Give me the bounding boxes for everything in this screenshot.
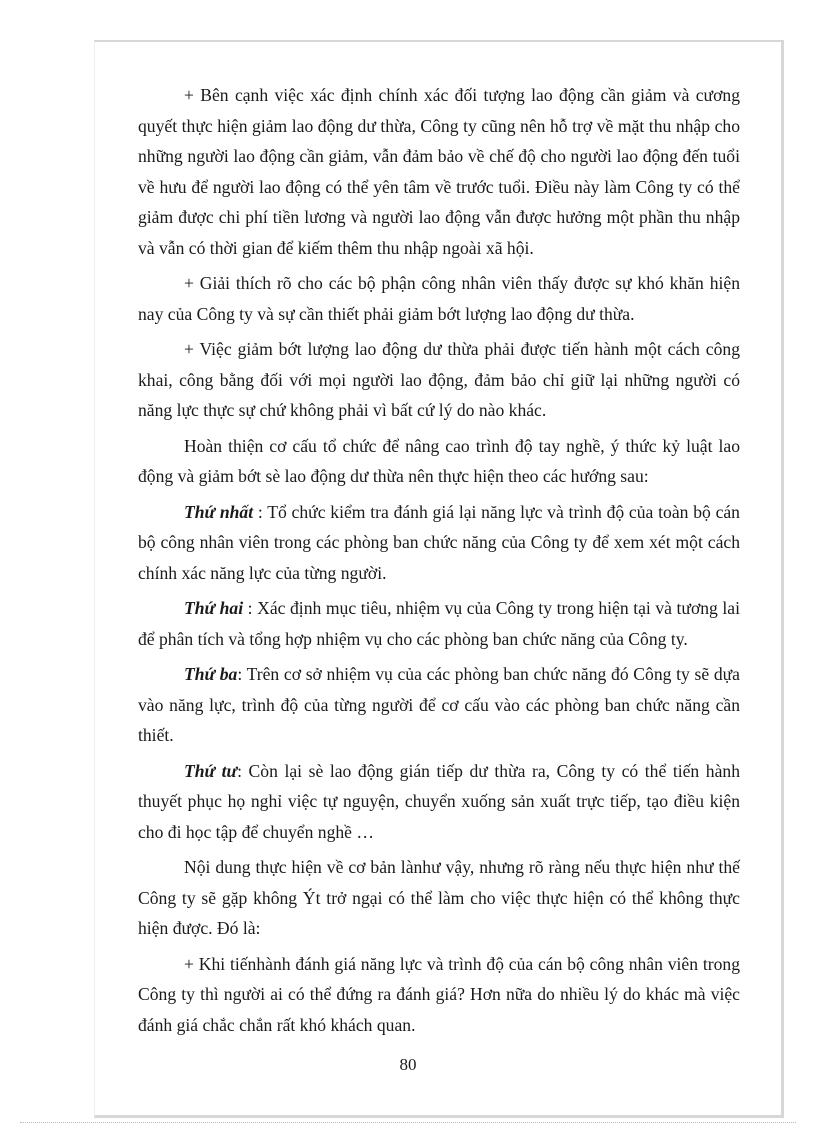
step-label: Thứ tư bbox=[184, 760, 238, 781]
document-body bbox=[138, 80, 740, 1045]
paragraph: + Việc giảm bớt lượng lao động dư thừa phải được tiến hành một cách công khai, công bằng đối với mọi người lao động, đảm bảo chỉ giữ lại những người có năng lực thực sự chứ không phải vì bất cứ lý do nào khác. bbox=[138, 339, 740, 420]
page-number: 80 bbox=[399, 1055, 417, 1074]
paragraph: Thứ tư: Còn lại sè lao động gián tiếp dư thừa ra, Công ty có thể tiến hành thuyết phục họ nghỉ việc tự nguyện, chuyển xuống sản xuất trực tiếp, tạo điều kiện cho đi học tập để chuyển nghề … bbox=[138, 760, 740, 842]
paragraph: Thứ nhất : Tổ chức kiểm tra đánh giá lại năng lực và trình độ của toàn bộ cán bộ công nhân viên trong các phòng ban chức năng của Công ty để xem xét một cách chính xác năng lực của từng người. bbox=[138, 501, 740, 583]
paragraph: Hoàn thiện cơ cấu tổ chức để nâng cao trình độ tay nghề, ý thức kỷ luật lao động và giảm bớt sè lao động dư thừa nên thực hiện theo các hướng sau: bbox=[138, 435, 740, 486]
paragraph: + Giải thích rõ cho các bộ phận công nhân viên thấy được sự khó khăn hiện nay của Công ty và sự cần thiết phải giảm bớt lượng lao động dư thừa. bbox=[138, 273, 740, 324]
paragraph: Nội dung thực hiện về cơ bản lànhư vậy, nhưng rõ ràng nếu thực hiện như thế Công ty sẽ gặp không Ýt trở ngại có thể làm cho việc thực hiện có thể không thực hiện được. Đó là: bbox=[138, 857, 740, 938]
paragraph: + Bên cạnh việc xác định chính xác đối tượng lao động cần giảm và cương quyết thực hiện giảm lao động dư thừa, Công ty cũng nên hỗ trợ về mặt thu nhập cho những người lao động cần giảm, vẫn đảm bảo về chế độ cho người lao động đến tuổi về hưu để người lao động có thể yên tâm về trước tuổi. Điều này làm Công ty có thể giảm được chi phí tiền lương và người lao động vẫn được hưởng một phần thu nhập và vẫn có thời gian để kiếm thêm thu nhập ngoài xã hội. bbox=[138, 85, 740, 258]
paragraph: Thứ ba: Trên cơ sở nhiệm vụ của các phòng ban chức năng đó Công ty sẽ dựa vào năng lực, trình độ của từng người để cơ cấu vào các phòng ban chức năng cần thiết. bbox=[138, 664, 740, 745]
step-label: Thứ ba bbox=[184, 664, 238, 684]
paragraph: + Khi tiếnhành đánh giá năng lực và trình độ của cán bộ công nhân viên trong Công ty thì người ai có thể đứng ra đánh giá? Hơn nữa do nhiều lý do khác mà việc đánh giá chắc chắn rất khó khách quan. bbox=[138, 953, 740, 1035]
paragraph: Thứ hai : Xác định mục tiêu, nhiệm vụ của Công ty trong hiện tại và tương lai để phân tích và tổng hợp nhiệm vụ cho các phòng ban chức năng của Công ty. bbox=[138, 598, 740, 649]
step-label: Thứ nhất bbox=[184, 501, 254, 522]
step-label: Thứ hai bbox=[184, 598, 244, 618]
